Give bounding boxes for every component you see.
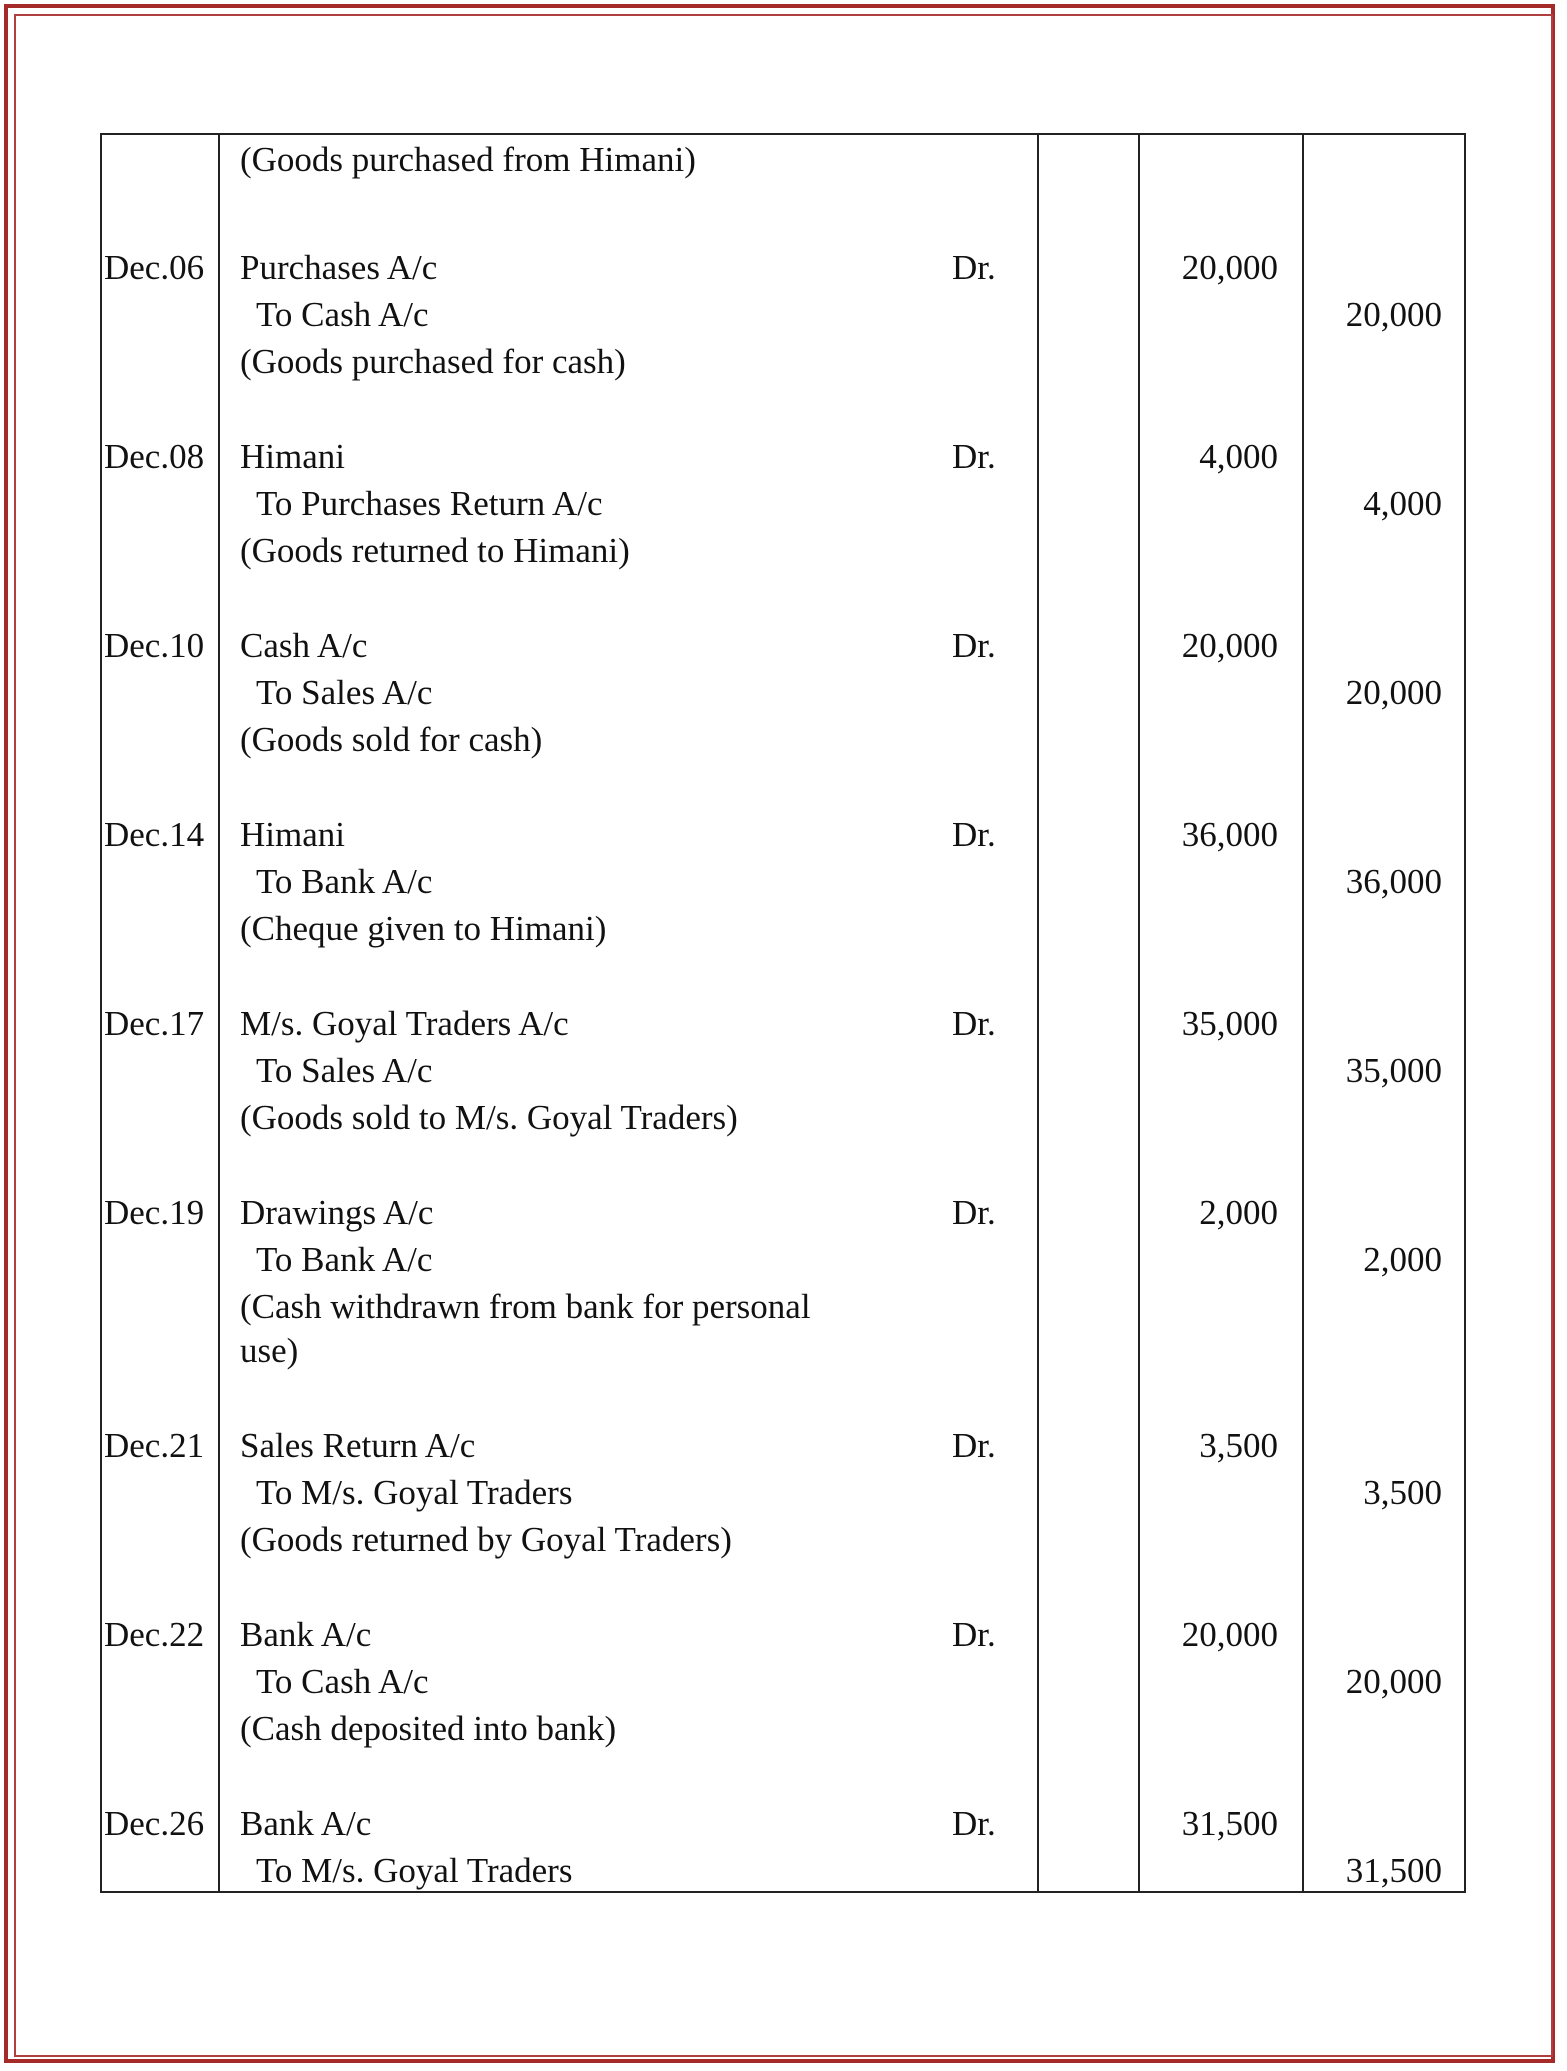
entry-date: Dec.17: [104, 1004, 205, 1043]
entry-date: Dec.22: [104, 1615, 205, 1654]
debit-amount: 35,000: [1181, 1004, 1278, 1043]
debit-amount: 31,500: [1181, 1804, 1278, 1843]
dr-marker: Dr.: [952, 1804, 996, 1843]
credit-account: To Sales A/c: [256, 673, 433, 712]
debit-account: M/s. Goyal Traders A/c: [240, 1004, 569, 1043]
credit-account: To Sales A/c: [256, 1051, 433, 1090]
intro-narration: (Goods purchased from Himani): [240, 140, 696, 179]
credit-account: To Cash A/c: [256, 295, 429, 334]
dr-marker: Dr.: [952, 815, 996, 854]
entry-date: Dec.08: [104, 437, 205, 476]
credit-amount: 36,000: [1345, 862, 1442, 901]
credit-amount: 20,000: [1345, 295, 1442, 334]
debit-amount: 20,000: [1181, 248, 1278, 287]
debit-amount: 4,000: [1199, 437, 1278, 476]
narration-continued: use): [240, 1331, 299, 1370]
narration: (Goods returned by Goyal Traders): [240, 1520, 732, 1559]
credit-amount: 31,500: [1345, 1851, 1442, 1890]
narration: (Goods returned to Himani): [240, 531, 630, 570]
credit-amount: 35,000: [1345, 1051, 1442, 1090]
debit-column-divider: [1302, 135, 1304, 1891]
debit-account: Drawings A/c: [240, 1193, 434, 1232]
debit-amount: 3,500: [1199, 1426, 1278, 1465]
narration: (Cash deposited into bank): [240, 1709, 617, 1748]
dr-marker: Dr.: [952, 1615, 996, 1654]
entry-date: Dec.21: [104, 1426, 205, 1465]
debit-account: Himani: [240, 437, 345, 476]
dr-marker: Dr.: [952, 626, 996, 665]
debit-amount: 20,000: [1181, 1615, 1278, 1654]
credit-account: To M/s. Goyal Traders: [256, 1473, 573, 1512]
narration: (Goods sold for cash): [240, 720, 543, 759]
particulars-column-divider: [1037, 135, 1039, 1891]
credit-account: To Bank A/c: [256, 1240, 433, 1279]
debit-account: Cash A/c: [240, 626, 368, 665]
debit-amount: 36,000: [1181, 815, 1278, 854]
date-column-divider: [218, 135, 220, 1891]
entry-date: Dec.10: [104, 626, 205, 665]
dr-marker: Dr.: [952, 1426, 996, 1465]
dr-marker: Dr.: [952, 1193, 996, 1232]
credit-amount: 2,000: [1363, 1240, 1442, 1279]
credit-account: To M/s. Goyal Traders: [256, 1851, 573, 1890]
debit-account: Himani: [240, 815, 345, 854]
narration: (Goods sold to M/s. Goyal Traders): [240, 1098, 738, 1137]
narration: (Cheque given to Himani): [240, 909, 607, 948]
lf-column-divider: [1138, 135, 1140, 1891]
entry-date: Dec.26: [104, 1804, 205, 1843]
dr-marker: Dr.: [952, 437, 996, 476]
credit-account: To Purchases Return A/c: [256, 484, 603, 523]
credit-amount: 4,000: [1363, 484, 1442, 523]
entry-date: Dec.14: [104, 815, 205, 854]
debit-account: Purchases A/c: [240, 248, 438, 287]
narration: (Goods purchased for cash): [240, 342, 626, 381]
debit-account: Bank A/c: [240, 1615, 372, 1654]
credit-amount: 3,500: [1363, 1473, 1442, 1512]
debit-account: Sales Return A/c: [240, 1426, 476, 1465]
debit-amount: 2,000: [1199, 1193, 1278, 1232]
debit-amount: 20,000: [1181, 626, 1278, 665]
debit-account: Bank A/c: [240, 1804, 372, 1843]
credit-account: To Cash A/c: [256, 1662, 429, 1701]
entry-date: Dec.19: [104, 1193, 205, 1232]
journal-table: [100, 133, 1466, 1893]
narration: (Cash withdrawn from bank for personal: [240, 1287, 811, 1326]
entry-date: Dec.06: [104, 248, 205, 287]
credit-amount: 20,000: [1345, 1662, 1442, 1701]
credit-account: To Bank A/c: [256, 862, 433, 901]
dr-marker: Dr.: [952, 248, 996, 287]
credit-amount: 20,000: [1345, 673, 1442, 712]
dr-marker: Dr.: [952, 1004, 996, 1043]
